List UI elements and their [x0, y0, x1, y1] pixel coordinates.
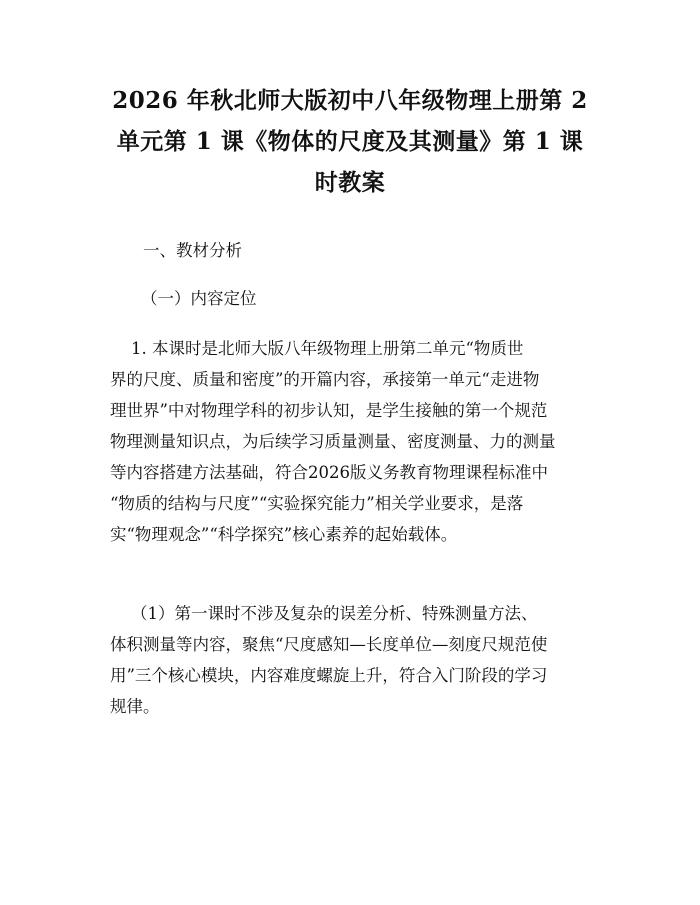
paragraph-line: （1）第一课时不涉及复杂的误差分析、特殊测量方法、 [110, 604, 538, 623]
paragraph-line: “物质的结构与尺度”“实验探究能力”相关学业要求，是落 [110, 494, 524, 513]
paragraph-line: 界的尺度、质量和密度”的开篇内容，承接第一单元“走进物 [110, 370, 540, 389]
document-title [96, 80, 604, 203]
paragraph-line: 物理测量知识点，为后续学习质量测量、密度测量、力的测量 [110, 432, 556, 451]
title-line: 单元第 1 课《物体的尺度及其测量》第 1 课 [116, 128, 584, 155]
paragraph-line: 1. 本课时是北师大版八年级物理上册第二单元“物质世 [110, 339, 524, 358]
title-line: 2026 年秋北师大版初中八年级物理上册第 2 [112, 87, 588, 114]
paragraph-line: 实“物理观念”“科学探究”核心素养的起始载体。 [110, 525, 458, 544]
paragraph-line: 规律。 [110, 697, 160, 716]
paragraph-first-lesson-scope [110, 598, 602, 722]
paragraph-line: 理世界”中对物理学科的初步认知，是学生接触的第一个规范 [110, 401, 548, 420]
paragraph-line: 等内容搭建方法基础，符合2026版义务教育物理课程标准中 [110, 463, 548, 482]
paragraph-line: 体积测量等内容，聚焦“尺度感知—长度单位—刻度尺规范使 [110, 635, 548, 654]
paragraph-content-positioning [110, 333, 602, 550]
paragraph-line: 用”三个核心模块，内容难度螺旋上升，符合入门阶段的学习 [110, 666, 548, 685]
section-heading: 一、教材分析 [143, 241, 242, 260]
title-line: 时教案 [314, 169, 386, 196]
subsection-heading: （一）内容定位 [141, 289, 257, 308]
